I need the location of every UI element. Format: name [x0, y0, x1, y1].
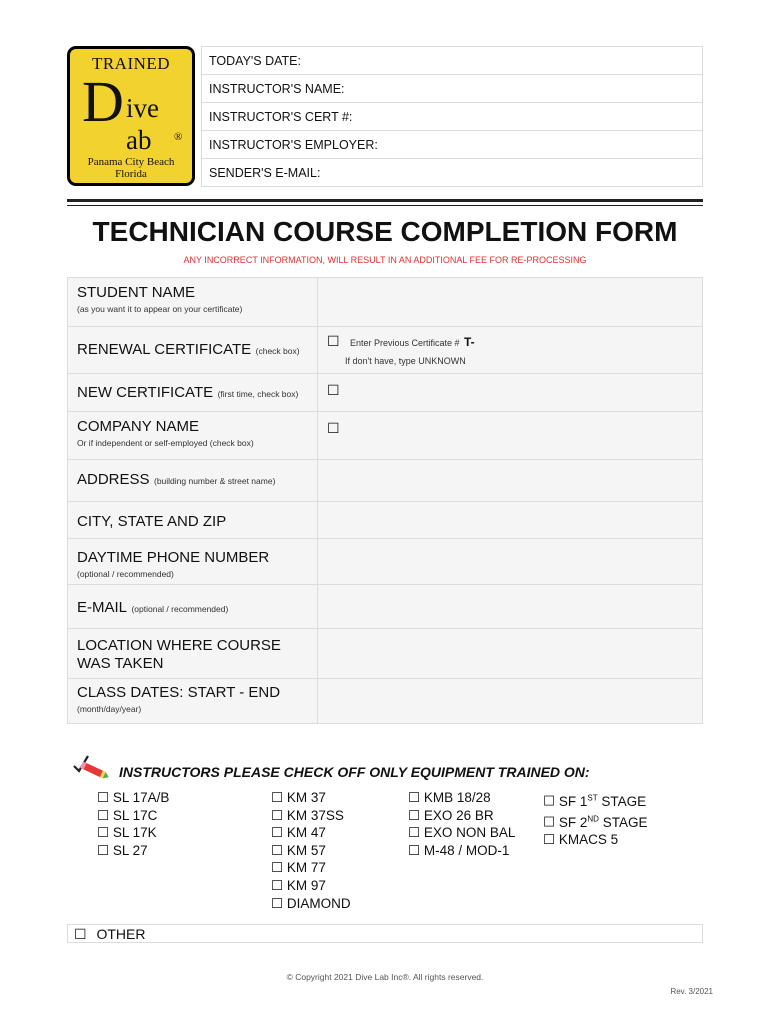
address-note: (building number & street name): [153, 476, 276, 486]
unknown-hint: If don't have, type UNKNOWN: [345, 356, 466, 366]
equipment-checkbox[interactable]: ☐: [408, 825, 421, 841]
renewal-label: RENEWAL CERTIFICATE: [77, 341, 252, 358]
other-checkbox[interactable]: ☐: [74, 926, 87, 942]
student-name-input[interactable]: [318, 278, 703, 327]
logo-city: Panama City Beach: [87, 156, 175, 168]
equipment-checkbox[interactable]: ☐: [408, 807, 421, 823]
equipment-checkbox[interactable]: ☐: [543, 814, 556, 830]
phone-hint: (optional / recommended): [77, 569, 174, 579]
equipment-item[interactable]: [543, 789, 647, 810]
email-input[interactable]: [318, 585, 703, 629]
logo-state: Florida: [115, 168, 147, 180]
other-equipment-field[interactable]: [67, 924, 703, 943]
equipment-checkbox[interactable]: ☐: [271, 825, 284, 841]
equipment-item[interactable]: [271, 859, 351, 877]
email-label-cell: [68, 585, 318, 629]
equipment-title: INSTRUCTORS PLEASE CHECK OFF ONLY EQUIPMENT TRAINED ON:: [119, 764, 590, 780]
equipment-checkbox[interactable]: ☐: [97, 842, 110, 858]
dive-lab-logo: [67, 46, 195, 186]
equipment-checkbox[interactable]: ☐: [408, 842, 421, 858]
equipment-label: SF 1ST STAGE: [558, 793, 647, 809]
title-rule-thin: [67, 205, 703, 206]
equipment-label: SL 17K: [112, 825, 157, 841]
equipment-item[interactable]: [97, 789, 169, 807]
phone-input[interactable]: [318, 539, 703, 585]
equipment-item[interactable]: [408, 842, 515, 860]
company-label-cell: [68, 412, 318, 460]
student-name-label-cell: [68, 278, 318, 327]
email-label: E-MAIL: [77, 599, 128, 616]
equipment-checkbox[interactable]: ☐: [271, 895, 284, 911]
logo-ab-text: ab: [126, 125, 152, 155]
equipment-checkbox[interactable]: ☐: [271, 807, 284, 823]
company-input-cell[interactable]: [318, 412, 703, 460]
equipment-item[interactable]: [408, 824, 515, 842]
renewal-checkbox[interactable]: ☐: [327, 333, 340, 349]
phone-label-cell: [68, 539, 318, 585]
logo-d-letter: D: [82, 69, 124, 134]
revision-text: Rev. 3/2021: [670, 987, 713, 996]
equipment-item[interactable]: [97, 824, 169, 842]
address-input[interactable]: [318, 460, 703, 502]
equipment-column-sf: [543, 789, 647, 849]
equipment-checkbox[interactable]: ☐: [271, 860, 284, 876]
copyright-text: © Copyright 2021 Dive Lab Inc®. All rights reserved.: [286, 972, 484, 982]
address-label-cell: [68, 460, 318, 502]
equipment-label: KM 47: [286, 825, 326, 841]
instructor-name-field[interactable]: INSTRUCTOR'S NAME:: [202, 75, 703, 103]
equipment-column-kmb: [408, 789, 515, 859]
company-hint: Or if independent or self-employed (check box): [77, 438, 254, 448]
city-label-cell: [68, 502, 318, 539]
new-cert-label: NEW CERTIFICATE: [77, 384, 214, 401]
instructor-employer-field[interactable]: INSTRUCTOR'S EMPLOYER:: [202, 131, 703, 159]
location-label-cell: [68, 629, 318, 679]
warning-text: ANY INCORRECT INFORMATION, WILL RESULT IN AN ADDITIONAL FEE FOR RE-PROCESSING: [183, 255, 587, 265]
company-checkbox[interactable]: ☐: [327, 420, 340, 436]
dates-hint: (month/day/year): [77, 704, 142, 714]
equipment-checkbox[interactable]: ☐: [543, 832, 556, 848]
new-cert-checkbox[interactable]: ☐: [327, 382, 340, 398]
equipment-label: KM 37SS: [286, 807, 344, 823]
new-cert-label-cell: [68, 374, 318, 412]
equipment-item[interactable]: [543, 810, 647, 831]
equipment-checkbox[interactable]: ☐: [543, 793, 556, 809]
equipment-item[interactable]: [97, 807, 169, 825]
equipment-item[interactable]: [271, 807, 351, 825]
equipment-label: KMB 18/28: [423, 790, 491, 805]
equipment-item[interactable]: [271, 789, 351, 807]
equipment-label: EXO 26 BR: [423, 807, 494, 823]
new-cert-note: (first time, check box): [217, 389, 299, 399]
sender-email-field[interactable]: SENDER'S E-MAIL:: [202, 159, 703, 187]
email-note: (optional / recommended): [131, 604, 229, 614]
equipment-label: KM 37: [286, 790, 326, 805]
equipment-checkbox[interactable]: ☐: [271, 842, 284, 858]
renewal-input-cell[interactable]: [318, 327, 703, 374]
instructor-cert-field[interactable]: INSTRUCTOR'S CERT #:: [202, 103, 703, 131]
dates-label: CLASS DATES: START - END: [77, 684, 281, 701]
equipment-label: SF 2ND STAGE: [558, 814, 648, 830]
logo-trained-text: TRAINED: [91, 54, 171, 73]
equipment-label: M-48 / MOD-1: [423, 842, 510, 858]
logo-ive-text: ive: [126, 93, 159, 123]
equipment-checkbox[interactable]: ☐: [97, 790, 110, 805]
equipment-item[interactable]: [543, 831, 647, 849]
student-form-table: [67, 277, 703, 724]
dates-input[interactable]: [318, 679, 703, 724]
title-rule-thick: [67, 199, 703, 202]
checkmark-pencil-icon: [72, 752, 112, 782]
equipment-label: KM 97: [286, 877, 326, 893]
location-label-line1: LOCATION WHERE COURSE: [77, 637, 281, 654]
renewal-note: (check box): [255, 346, 300, 356]
equipment-label: EXO NON BAL: [423, 825, 516, 841]
equipment-checkbox[interactable]: ☐: [97, 825, 110, 841]
previous-cert-prompt: Enter Previous Certificate #: [350, 338, 460, 348]
equipment-item[interactable]: [271, 842, 351, 860]
logo-registered-mark: ®: [174, 131, 183, 143]
equipment-checkbox[interactable]: ☐: [97, 807, 110, 823]
equipment-label: KM 57: [286, 842, 326, 858]
renewal-label-cell: [68, 327, 318, 374]
other-label: OTHER: [96, 926, 146, 942]
equipment-item[interactable]: [271, 824, 351, 842]
equipment-item[interactable]: [271, 877, 351, 895]
new-cert-input-cell[interactable]: [318, 374, 703, 412]
equipment-item[interactable]: [97, 842, 169, 860]
location-input[interactable]: [318, 629, 703, 679]
student-name-hint: (as you want it to appear on your certificate): [77, 304, 243, 314]
city-label: CITY, STATE AND ZIP: [77, 513, 227, 530]
location-label-line2: WAS TAKEN: [77, 655, 164, 672]
dates-label-cell: [68, 679, 318, 724]
equipment-item[interactable]: [271, 895, 351, 913]
equipment-label: SL 17A/B: [112, 790, 170, 805]
phone-label: DAYTIME PHONE NUMBER: [77, 549, 270, 566]
equipment-item[interactable]: [408, 807, 515, 825]
equipment-column-km: [271, 789, 351, 912]
equipment-label: KMACS 5: [558, 832, 619, 848]
todays-date-field[interactable]: TODAY'S DATE:: [202, 47, 703, 75]
equipment-item[interactable]: [408, 789, 515, 807]
student-name-label: STUDENT NAME: [77, 284, 196, 301]
company-label: COMPANY NAME: [77, 418, 199, 435]
equipment-checkbox[interactable]: ☐: [271, 877, 284, 893]
equipment-label: DIAMOND: [286, 895, 351, 911]
equipment-checkbox[interactable]: ☐: [271, 790, 284, 805]
address-label: ADDRESS: [77, 471, 150, 488]
logo-location: [70, 156, 192, 180]
equipment-column-sl: [97, 789, 169, 859]
city-input[interactable]: [318, 502, 703, 539]
instructor-info-table: [201, 46, 703, 187]
form-title: TECHNICIAN COURSE COMPLETION FORM: [92, 216, 678, 247]
equipment-checkbox[interactable]: ☐: [408, 790, 421, 805]
equipment-label: SL 27: [112, 842, 148, 858]
equipment-label: KM 77: [286, 860, 326, 876]
equipment-label: SL 17C: [112, 807, 158, 823]
cert-prefix: T-: [464, 335, 475, 349]
